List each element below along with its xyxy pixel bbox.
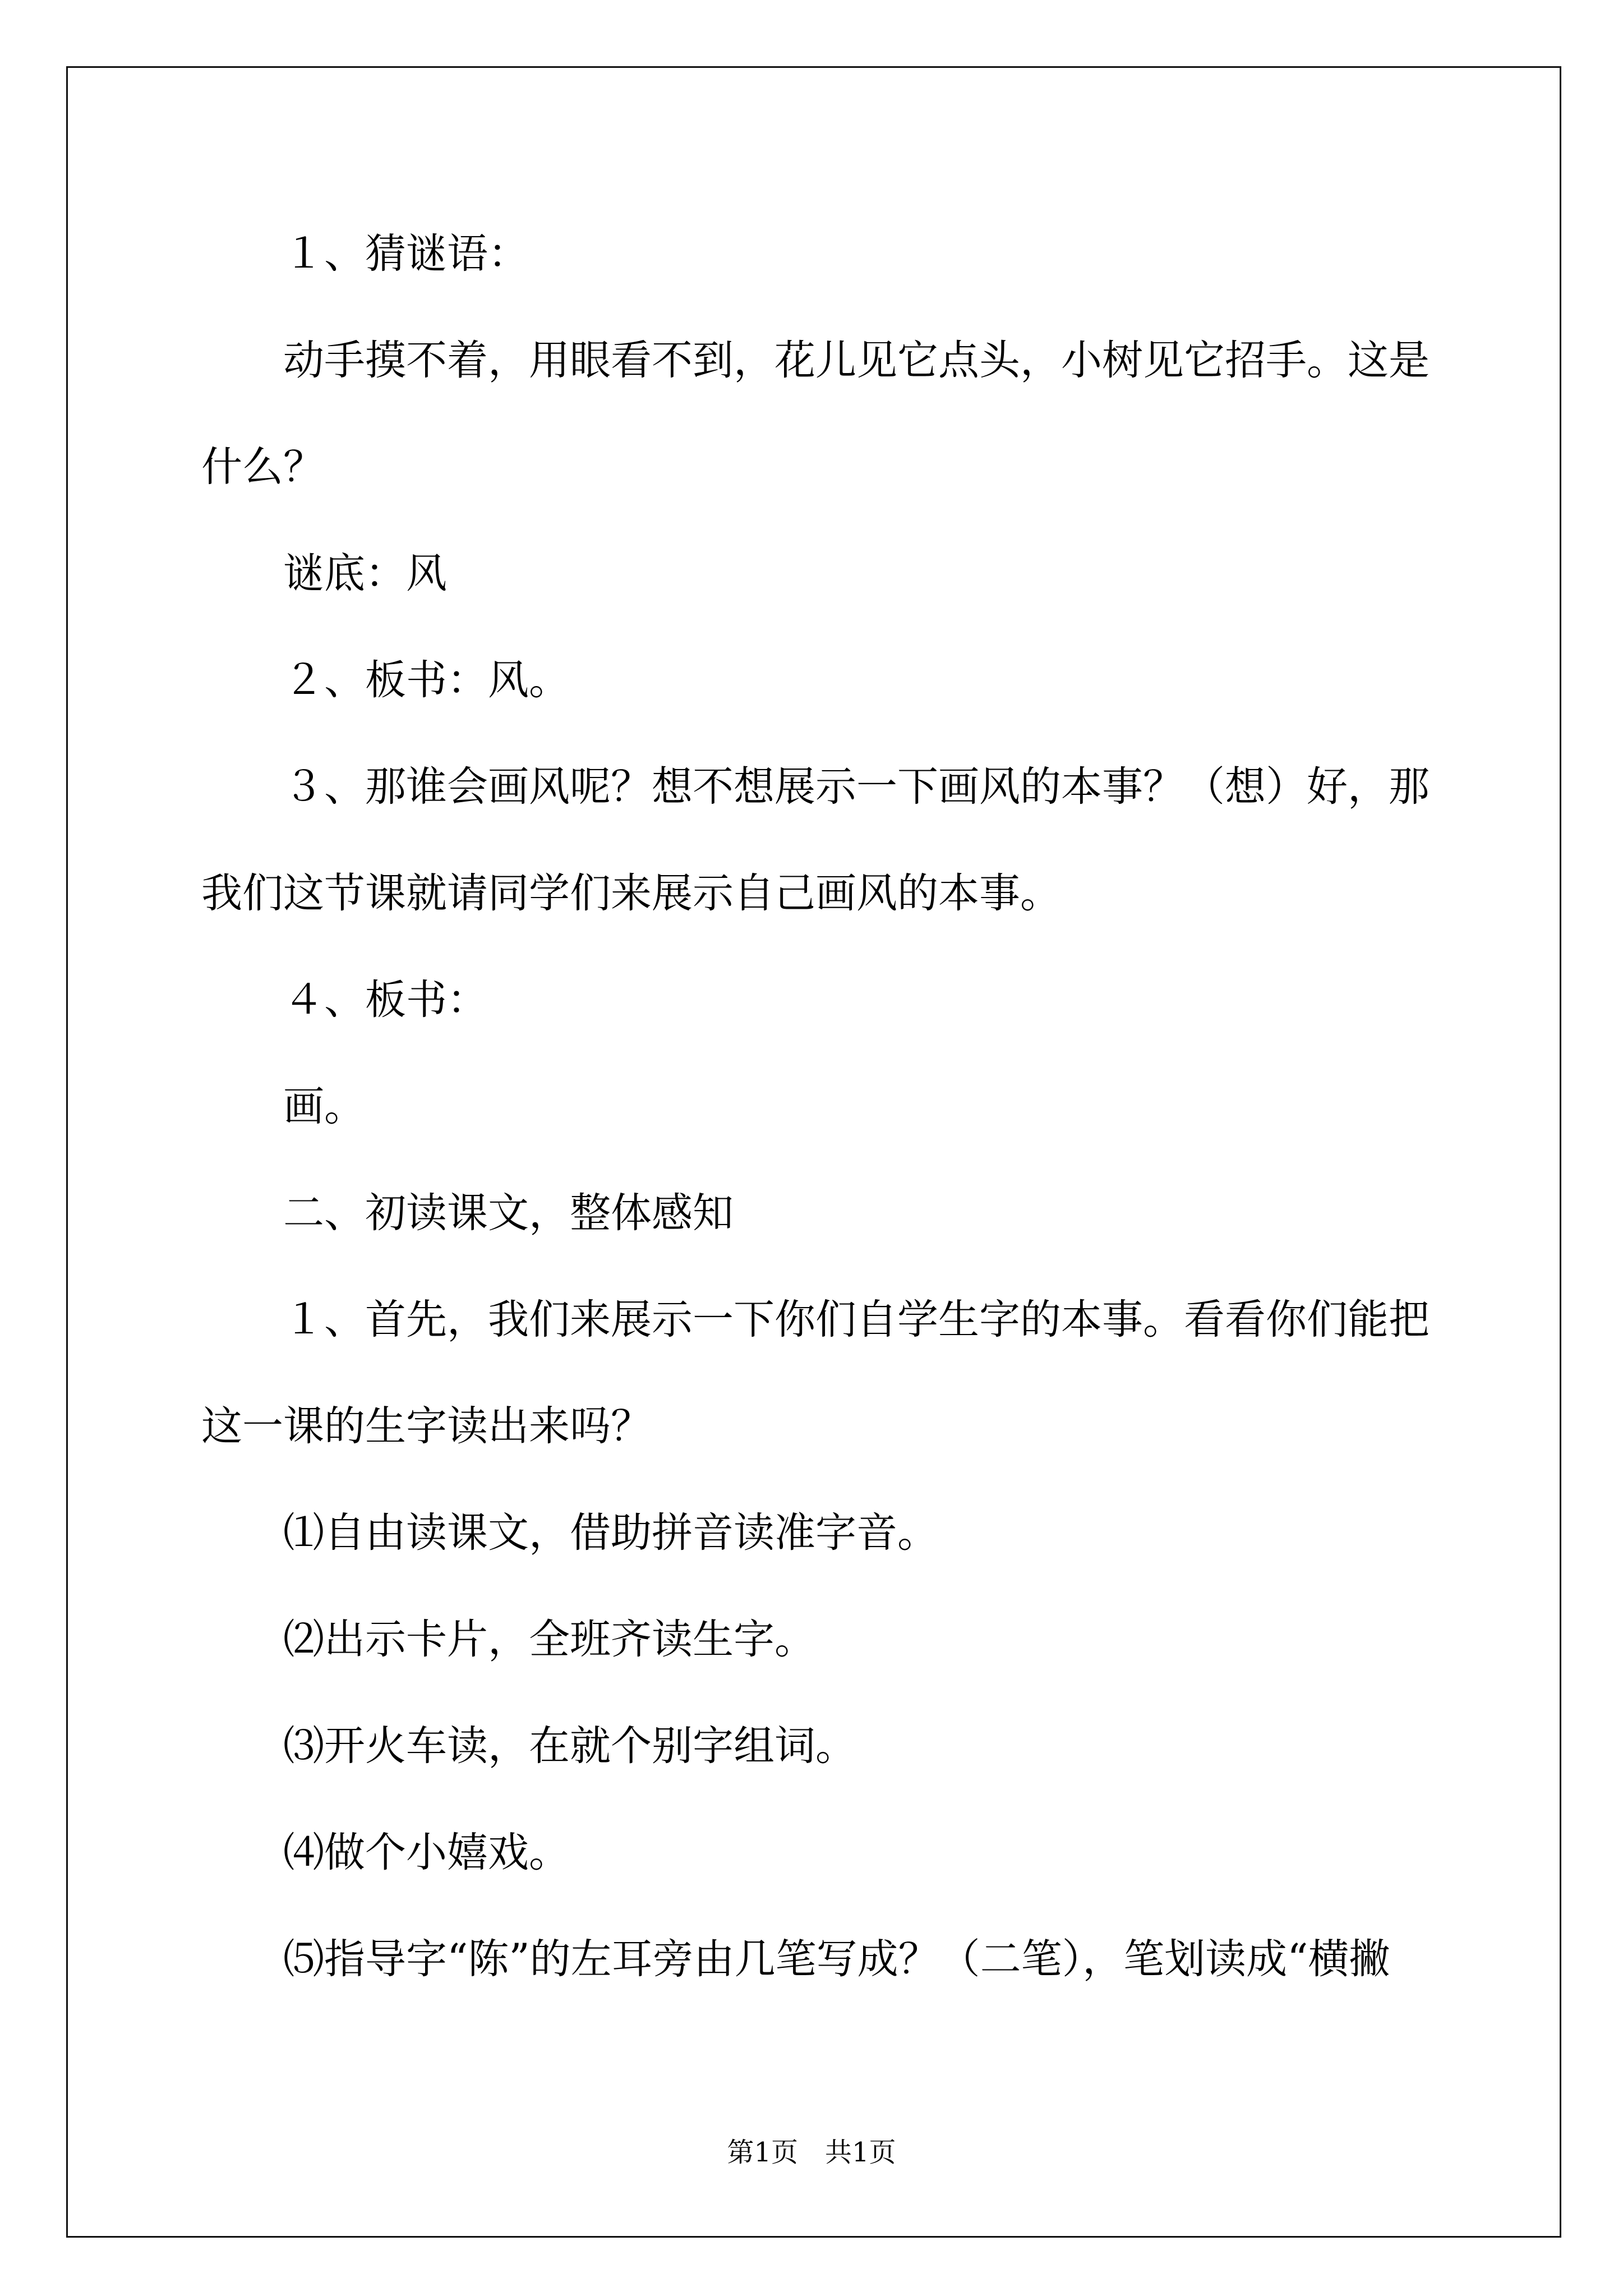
- text-line: ⑴自由读课文，借助拼音读准字音。: [283, 1509, 938, 1557]
- list-item: [201, 1586, 1491, 1693]
- text-line: 谜底：风: [283, 550, 447, 597]
- text-line: 画。: [283, 1083, 365, 1130]
- section-heading: [201, 1160, 1491, 1267]
- text-line: ４、板书：: [283, 976, 488, 1024]
- page-number-footer: 第1页 共1页: [727, 2137, 896, 2168]
- list-item: [201, 1906, 1491, 2013]
- text-line: 什么？: [201, 443, 324, 491]
- document-body: [201, 201, 1491, 2013]
- text-line: ⑶开火车读，在就个别字组词。: [283, 1722, 856, 1770]
- riddle-heading: [201, 201, 1491, 307]
- list-item: [201, 1480, 1491, 1586]
- text-line: ⑵出示卡片，全班齐读生字。: [283, 1616, 815, 1663]
- text-line: ⑷做个小嬉戏。: [283, 1829, 570, 1876]
- text-line: ３、那谁会画风呢？想不想展示一下画风的本事？（想）好，那: [283, 763, 1430, 811]
- text-line: 二、初读课文，整体感知: [283, 1189, 734, 1237]
- reading-step: [201, 1267, 1491, 1480]
- text-line: 我们这节课就请同学们来展示自己画风的本事。: [201, 869, 1061, 917]
- text-line: ２、板书：风。: [283, 656, 570, 704]
- board-writing-step: [201, 947, 1491, 1053]
- text-line: １、猜谜语：: [283, 230, 529, 278]
- text-line: 动手摸不着，用眼看不到，花儿见它点头，小树见它招手。这是: [283, 337, 1430, 384]
- drawing-wind-question: [201, 734, 1491, 947]
- riddle-text: [201, 307, 1491, 521]
- board-writing-content: [201, 1053, 1491, 1160]
- text-line: １、首先，我们来展示一下你们自学生字的本事。看看你们能把: [283, 1296, 1430, 1343]
- text-line: ⑸指导字“陈”的左耳旁由几笔写成？（二笔），笔划读成“横撇: [283, 1935, 1390, 1983]
- board-writing-step: [201, 627, 1491, 734]
- list-item: [201, 1800, 1491, 1906]
- list-item: [201, 1693, 1491, 1800]
- riddle-answer: [201, 521, 1491, 627]
- text-line: 这一课的生字读出来吗？: [201, 1402, 652, 1450]
